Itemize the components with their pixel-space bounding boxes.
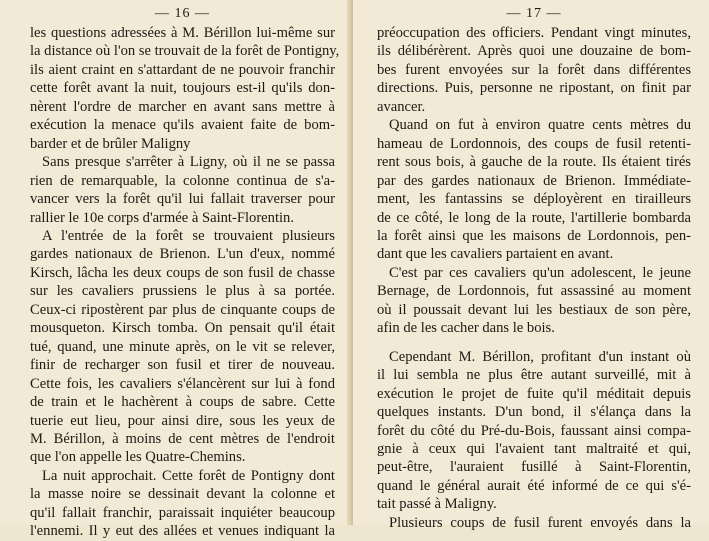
paragraph bbox=[30, 467, 335, 541]
text-line: quand le général aurait été informé de ce qui s'é- bbox=[377, 477, 691, 494]
text-line: les questions adressées à M. Bérillon lui-même sur bbox=[30, 25, 335, 41]
text-line: dant que les cavaliers partaient en avant. bbox=[377, 246, 614, 263]
page-number: — 17 — bbox=[506, 6, 562, 21]
text-line: ils aient craint en s'attardant de ne pouvoir franchir bbox=[30, 61, 335, 78]
paragraph bbox=[30, 227, 335, 467]
text-line: ils délibérèrent. Après quoi une douzaine de bom- bbox=[377, 43, 691, 60]
text-line: C'est par ces cavaliers qu'un adolescent, le jeune bbox=[389, 264, 691, 281]
text-line: ment, les fantassins se déployèrent en tirailleurs bbox=[377, 191, 691, 208]
text-line: cette forêt avant la nuit, toujours est-il qu'ils don- bbox=[30, 80, 335, 97]
text-line: forêt du côté du Pré-du-Bois, faussant ainsi compa- bbox=[377, 422, 691, 439]
text-line: M. Bérillon, à moins de cent mètres de l'endroit bbox=[30, 430, 335, 447]
text-line: l'ennemi. Il y eut des allées et venues indiquant la bbox=[30, 523, 335, 540]
text-line: sur les cavaliers prussiens le plus à sa portée. bbox=[30, 283, 335, 300]
text-line: que l'on appelle les Quatre-Chemins. bbox=[30, 449, 246, 466]
text-line: gnie à ceux qui l'avaient tant maltraité et qui, bbox=[377, 440, 691, 457]
paragraph bbox=[30, 153, 335, 227]
paragraph bbox=[30, 24, 340, 153]
text-line: de ce côté, le long de la route, l'artillerie bombarda bbox=[377, 209, 691, 226]
text-line: Sans presque s'arrêter à Ligny, où il ne se passa bbox=[42, 154, 335, 171]
text-line: nèrent l'ordre de marcher en avant sans mettre à bbox=[30, 98, 335, 115]
paragraph bbox=[377, 116, 691, 264]
text-line: la distance où l'on se trouvait de la forêt de Pontigny, bbox=[30, 43, 340, 60]
text-line: Quand on fut à environ quatre cents mètres du bbox=[389, 117, 691, 134]
text-line: la masse noire se dessinait devant la colonne et bbox=[30, 486, 335, 503]
text-line: Plusieurs coups de fusil furent envoyés dans la bbox=[389, 514, 691, 531]
paragraph bbox=[377, 264, 691, 338]
text-line: peut-être, l'auraient fusillé à Saint-Florentin, bbox=[377, 459, 691, 476]
paragraph bbox=[377, 24, 691, 116]
text-line: rallier le 10e corps d'armée à Saint-Florentin. bbox=[30, 209, 295, 226]
text-line: quelques instants. D'un bond, il s'élança dans la bbox=[377, 404, 691, 421]
page-body bbox=[30, 24, 340, 541]
right-page bbox=[353, 0, 709, 531]
text-line: Ceux-ci ripostèrent par plus de cinquante coups de bbox=[30, 301, 335, 318]
text-line: exécution le projet de fuite qu'il méditait depuis bbox=[377, 385, 691, 402]
text-line: rent sous bois, à gauche de la route. Ils étaient tirés bbox=[377, 154, 691, 171]
text-line: avancer. bbox=[377, 98, 426, 115]
text-line: hameau de Lordonnois, des coups de fusil retenti- bbox=[377, 135, 691, 152]
page-body bbox=[377, 24, 691, 532]
paragraph bbox=[377, 514, 691, 532]
text-line: Cependant M. Bérillon, profitant d'un instant où bbox=[389, 348, 691, 365]
text-line: qu'il fallait franchir, paraissait inquiéter beaucoup bbox=[30, 504, 335, 521]
text-line: mousqueton. Kirsch tomba. On pensait qu'il était bbox=[30, 320, 335, 337]
text-line: gardes nationaux de Brienon. L'un d'eux, nommé bbox=[30, 246, 335, 263]
text-line: où il poussait devant lui les bestiaux de son père, bbox=[377, 301, 691, 318]
text-line: par des gardes nationaux de Brienon. Immédiate- bbox=[377, 172, 691, 189]
text-line: directions. Puis, personne ne ripostant, on finit par bbox=[377, 80, 691, 97]
text-line: A l'entrée de la forêt se trouvaient plusieurs bbox=[42, 227, 335, 244]
left-page bbox=[0, 0, 353, 540]
text-line: tait passé à Maligny. bbox=[377, 496, 497, 513]
paragraph bbox=[377, 348, 691, 514]
text-line: tué, quand, une minute après, on le vit se relever, bbox=[30, 338, 335, 355]
text-line: rien de remarquable, la colonne continua de s'a- bbox=[30, 172, 335, 189]
text-line: Kirsch, lâcha les deux coups de son fusil de chasse bbox=[30, 264, 335, 281]
text-line: bes furent envoyées sur la forêt dans différentes bbox=[377, 61, 691, 78]
text-line: il lui sembla ne plus être autant surveillé, mit à bbox=[377, 367, 691, 384]
text-line: finir de recharger son fusil et tirer de nouveau. bbox=[30, 357, 335, 374]
text-line: barder et de brûler Maligny bbox=[30, 135, 191, 152]
text-line: de train et le hachèrent à coups de sabre. Cette bbox=[30, 394, 335, 411]
text-line: afin de les cacher dans le bois. bbox=[377, 320, 555, 337]
text-line: Cette fois, les cavaliers s'élancèrent sur lui à fond bbox=[30, 375, 335, 392]
text-line: Bernage, de Lordonnois, fut assassiné au moment bbox=[377, 283, 691, 300]
text-line: la forêt ainsi que les maisons de Lordonnois, pen- bbox=[377, 227, 691, 244]
text-line: préoccupation des officiers. Pendant vingt minutes, bbox=[377, 25, 691, 41]
text-line: La nuit approchait. Cette forêt de Pontigny dont bbox=[42, 467, 335, 484]
text-line: tuerie eut lieu, pour ainsi dire, sous les yeux de bbox=[30, 412, 335, 429]
text-line: exécution la menace qu'ils avaient faite de bom- bbox=[30, 117, 335, 134]
page-number: — 16 — bbox=[155, 6, 210, 21]
text-line: vancer vers la forêt qu'il lui fallait traverser pour bbox=[30, 191, 335, 208]
